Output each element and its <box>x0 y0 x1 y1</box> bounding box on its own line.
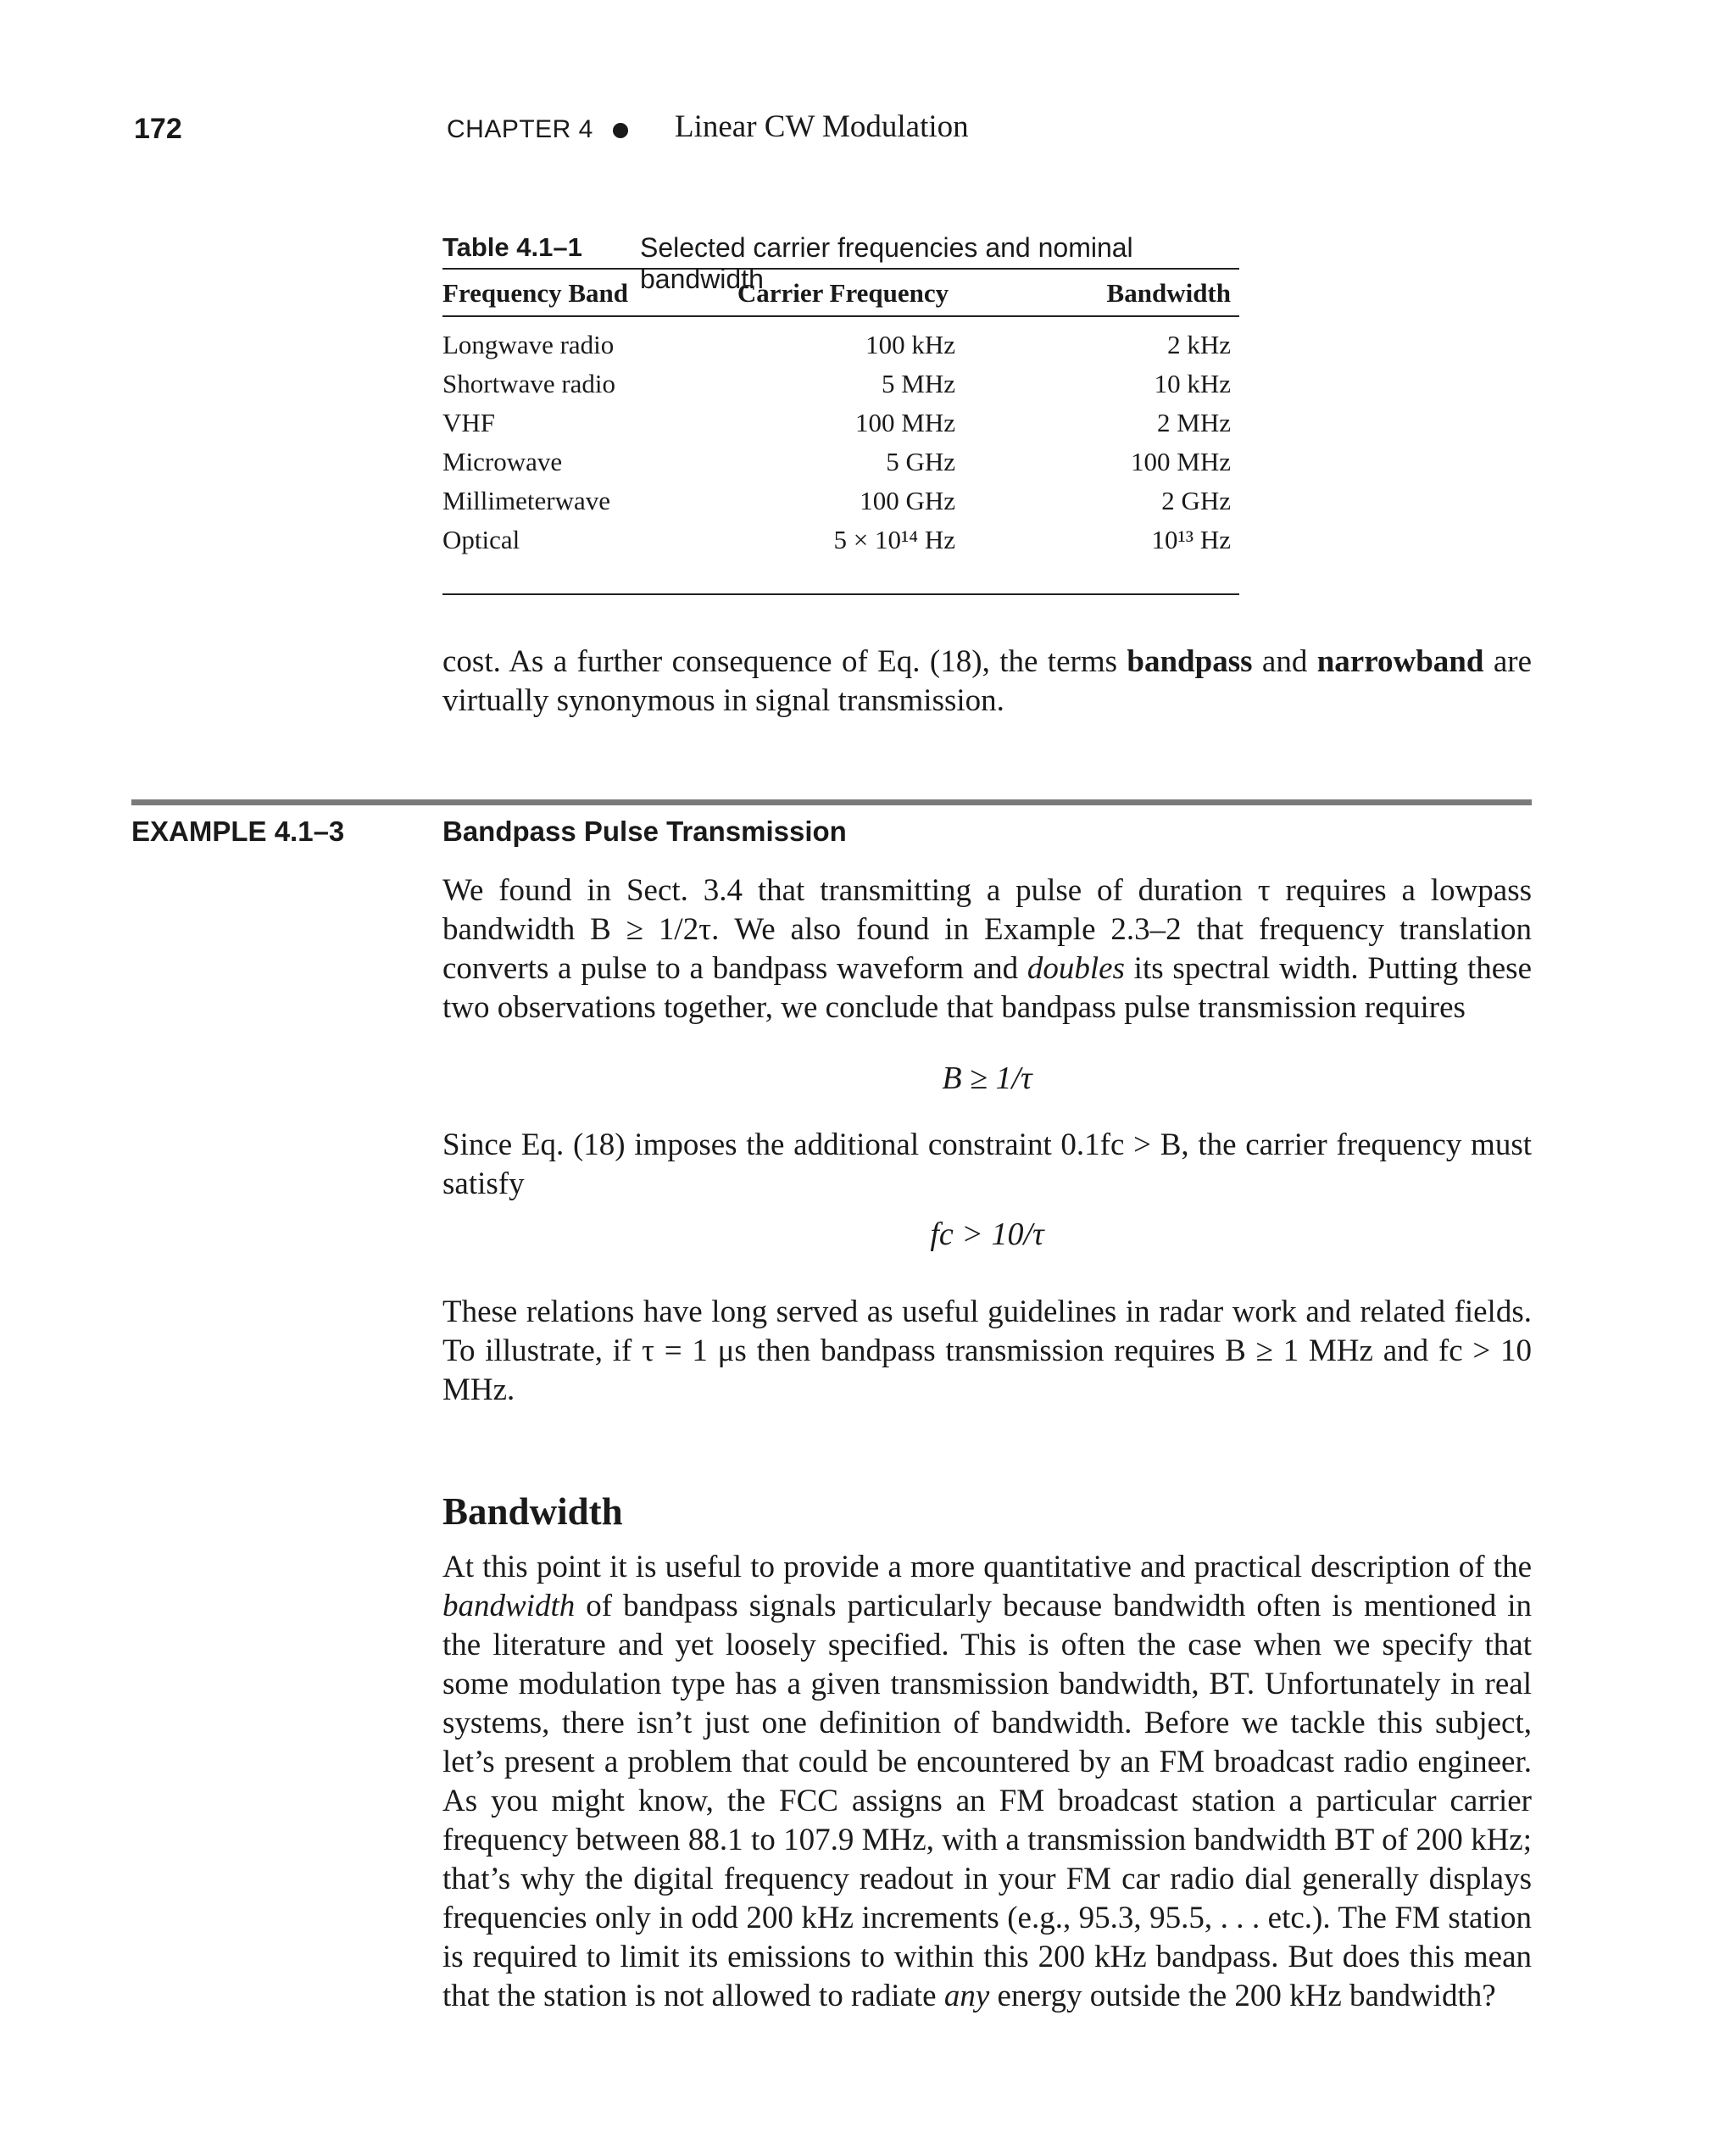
body-paragraph <box>442 643 1532 721</box>
table-bottom-rule <box>442 593 1239 595</box>
chapter-title: Linear CW Modulation <box>675 109 969 144</box>
text-run: energy outside the 200 kHz bandwidth? <box>989 1979 1496 2013</box>
column-header: Carrier Frequency <box>737 278 949 308</box>
table-row <box>442 365 1239 404</box>
table-cell: 10 kHz <box>1154 369 1231 398</box>
emphasis: any <box>943 1979 990 2013</box>
table-cell: Shortwave radio <box>442 369 616 398</box>
table-caption-text: Selected carrier frequencies and nominal bandwidth <box>640 232 1133 294</box>
table-cell: 5 × 10¹⁴ Hz <box>833 525 955 554</box>
table-row <box>442 317 1239 365</box>
example-divider <box>131 799 1532 805</box>
page-number: 172 <box>134 113 182 145</box>
table-cell: 100 MHz <box>855 408 955 437</box>
text-run: At this point it is useful to provide a more quantitative and practical description of the <box>442 1550 1532 1584</box>
example-paragraph: Since Eq. (18) imposes the additional constraint 0.1fc > B, the carrier frequency must satisfy <box>442 1127 1532 1201</box>
column-header: Bandwidth <box>1106 278 1231 308</box>
table-cell: Optical <box>442 525 520 554</box>
chapter-label: CHAPTER 4 <box>447 115 593 143</box>
table-cell: 5 MHz <box>882 369 955 398</box>
equation: B ≥ 1/τ <box>942 1061 1032 1096</box>
column-header: Frequency Band <box>442 278 629 308</box>
example-paragraph: These relations have long served as useful guidelines in radar work and related fields. To illustrate, if τ = 1 μs then bandpass transmission requires B ≥ 1 MHz and fc > 10 MHz. <box>442 1294 1532 1407</box>
table-cell: 100 kHz <box>865 330 955 359</box>
table-cell: 100 GHz <box>860 486 955 515</box>
text-run: of bandpass signals particularly because bandwidth often is mentioned in the literature and yet loosely specified. This is often the case when we specify that some modulation type has a given transmission bandwidth, BT. Unfortunately in real systems, there isn’t just one definition of bandwidth. Before we tackle this subject, let’s present a problem that could be encountered by an FM broadcast radio engineer. As you might know, the FCC assigns an FM broadcast station a particular carrier frequency between 88.1 to 107.9 MHz, with a transmission bandwidth BT of 200 kHz; that’s why the digital frequency readout in your FM car radio dial generally displays frequencies only in odd 200 kHz increments (e.g., 95.3, 95.5, . . . etc.). The FM station is required to limit its emissions to within this 200 kHz bandpass. But does this mean that the station is not allowed to radiate <box>442 1589 1532 2013</box>
table-row <box>442 521 1239 560</box>
equation: fc > 10/τ <box>930 1216 1044 1252</box>
example-label: EXAMPLE 4.1–3 <box>131 816 345 847</box>
bullet-icon <box>613 123 628 138</box>
table-cell: 100 MHz <box>1131 447 1231 476</box>
table-cell: Microwave <box>442 447 563 476</box>
bold-term: narrowband <box>1316 644 1484 679</box>
table-cell: 2 kHz <box>1167 330 1231 359</box>
table-cell: Millimeterwave <box>442 486 610 515</box>
text-run: We found in Sect. 3.4 that transmitting a pulse of duration τ requires a lowpass bandwidth B ≥ 1/2τ. We also found in Example 2.3–2 that frequency translation converts a pulse to a bandpass waveform and <box>442 873 1532 986</box>
table-cell: 2 MHz <box>1157 408 1231 437</box>
table-row <box>442 443 1239 482</box>
text-run: are virtually synonymous in signal transmission. <box>442 644 1532 718</box>
table-cell: VHF <box>442 408 496 437</box>
section-paragraph <box>442 1548 1532 2016</box>
text-run: its spectral width. Putting these two observations together, we conclude that bandpass pulse transmission requires <box>442 951 1532 1025</box>
text-run: cost. As a further consequence of Eq. (18), the terms <box>442 644 1127 679</box>
text-run: and <box>1252 644 1317 679</box>
table-cell: 10¹³ Hz <box>1151 525 1231 554</box>
table-row <box>442 482 1239 521</box>
table-cell: Longwave radio <box>442 330 615 359</box>
frequency-table <box>442 270 1239 560</box>
table-cell: 2 GHz <box>1161 486 1231 515</box>
table-cell: 5 GHz <box>886 447 955 476</box>
section-heading: Bandwidth <box>442 1490 623 1533</box>
example-title: Bandpass Pulse Transmission <box>442 816 847 847</box>
frequency-table-block <box>442 231 1239 595</box>
bold-term: bandpass <box>1127 644 1253 679</box>
example-paragraph <box>442 871 1532 1027</box>
table-row <box>442 404 1239 443</box>
emphasis: doubles <box>1027 951 1125 986</box>
table-number: Table 4.1–1 <box>442 232 582 262</box>
emphasis: bandwidth <box>442 1589 576 1623</box>
